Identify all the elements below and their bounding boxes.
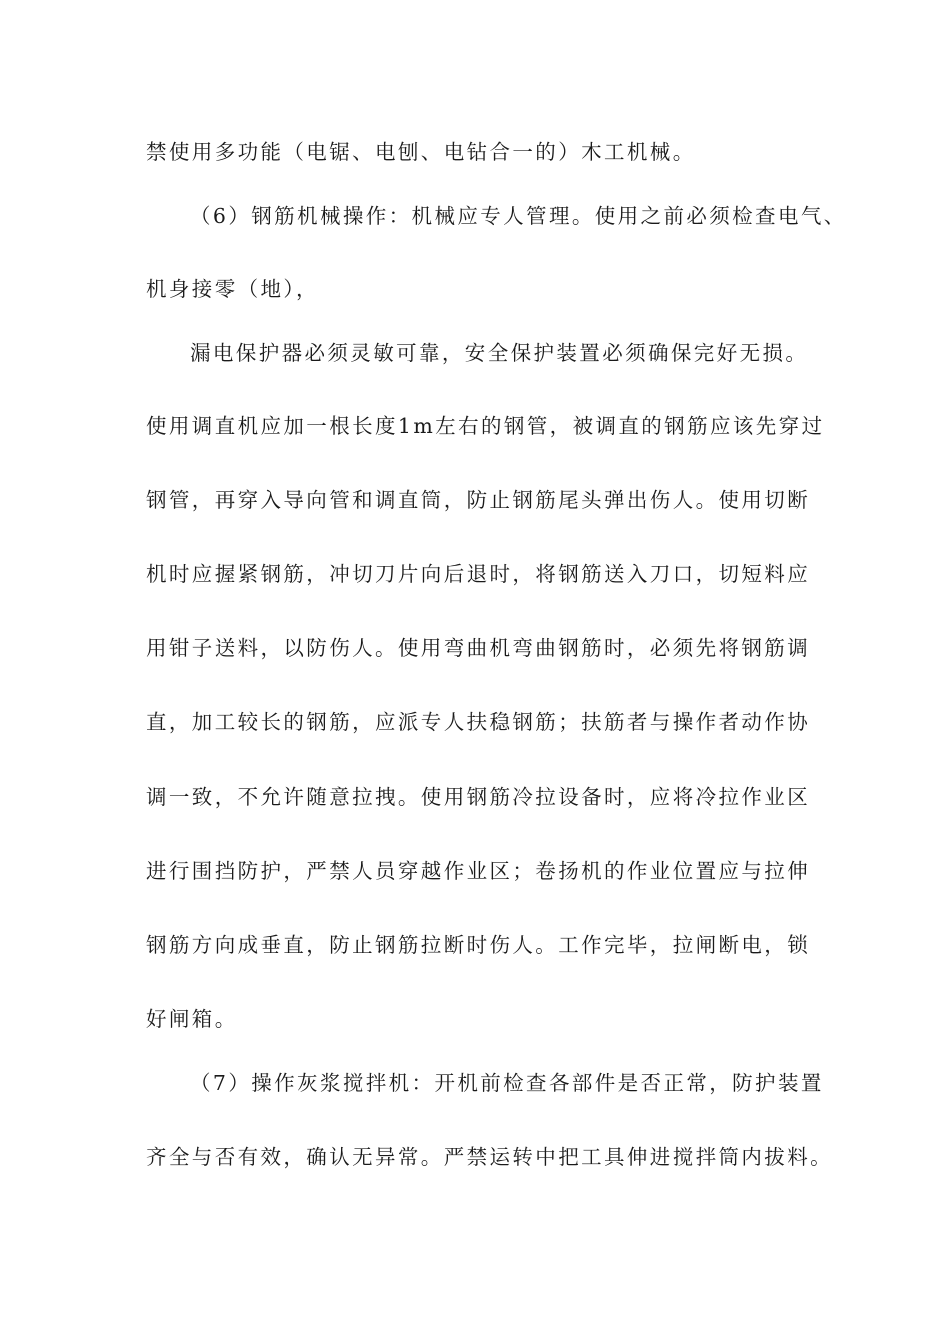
text-line: 使用调直机应加一根长度1m左右的钢管，被调直的钢筋应该先穿过 bbox=[146, 414, 825, 438]
text-line: 机身接零（地）， bbox=[146, 277, 319, 301]
text-line: 直，加工较长的钢筋，应派专人扶稳钢筋；扶筋者与操作者动作协 bbox=[146, 710, 811, 734]
text-line: 机时应握紧钢筋，冲切刀片向后退时，将钢筋送入刀口，切短料应 bbox=[146, 562, 811, 586]
text-line: 齐全与否有效，确认无异常。严禁运转中把工具伸进搅拌筒内拔料。 bbox=[146, 1145, 833, 1169]
text-line: 用钳子送料，以防伤人。使用弯曲机弯曲钢筋时，必须先将钢筋调 bbox=[146, 636, 811, 660]
text-line: 钢管，再穿入导向管和调直筒，防止钢筋尾头弹出伤人。使用切断 bbox=[146, 488, 811, 512]
text-line: （6）钢筋机械操作：机械应专人管理。使用之前必须检查电气、 bbox=[190, 204, 847, 228]
text-line: 禁使用多功能（电锯、电刨、电钻合一的）木工机械。 bbox=[146, 140, 696, 164]
text-line: 钢筋方向成垂直，防止钢筋拉断时伤人。工作完毕，拉闸断电，锁 bbox=[146, 933, 811, 957]
text-line: 漏电保护器必须灵敏可靠，安全保护装置必须确保完好无损。 bbox=[190, 341, 809, 365]
text-line: （7）操作灰浆搅拌机：开机前检查各部件是否正常，防护装置 bbox=[190, 1071, 824, 1095]
text-line: 进行围挡防护，严禁人员穿越作业区；卷扬机的作业位置应与拉伸 bbox=[146, 859, 811, 883]
text-line: 调一致，不允许随意拉拽。使用钢筋冷拉设备时，应将冷拉作业区 bbox=[146, 785, 811, 809]
text-line: 好闸箱。 bbox=[146, 1007, 238, 1031]
